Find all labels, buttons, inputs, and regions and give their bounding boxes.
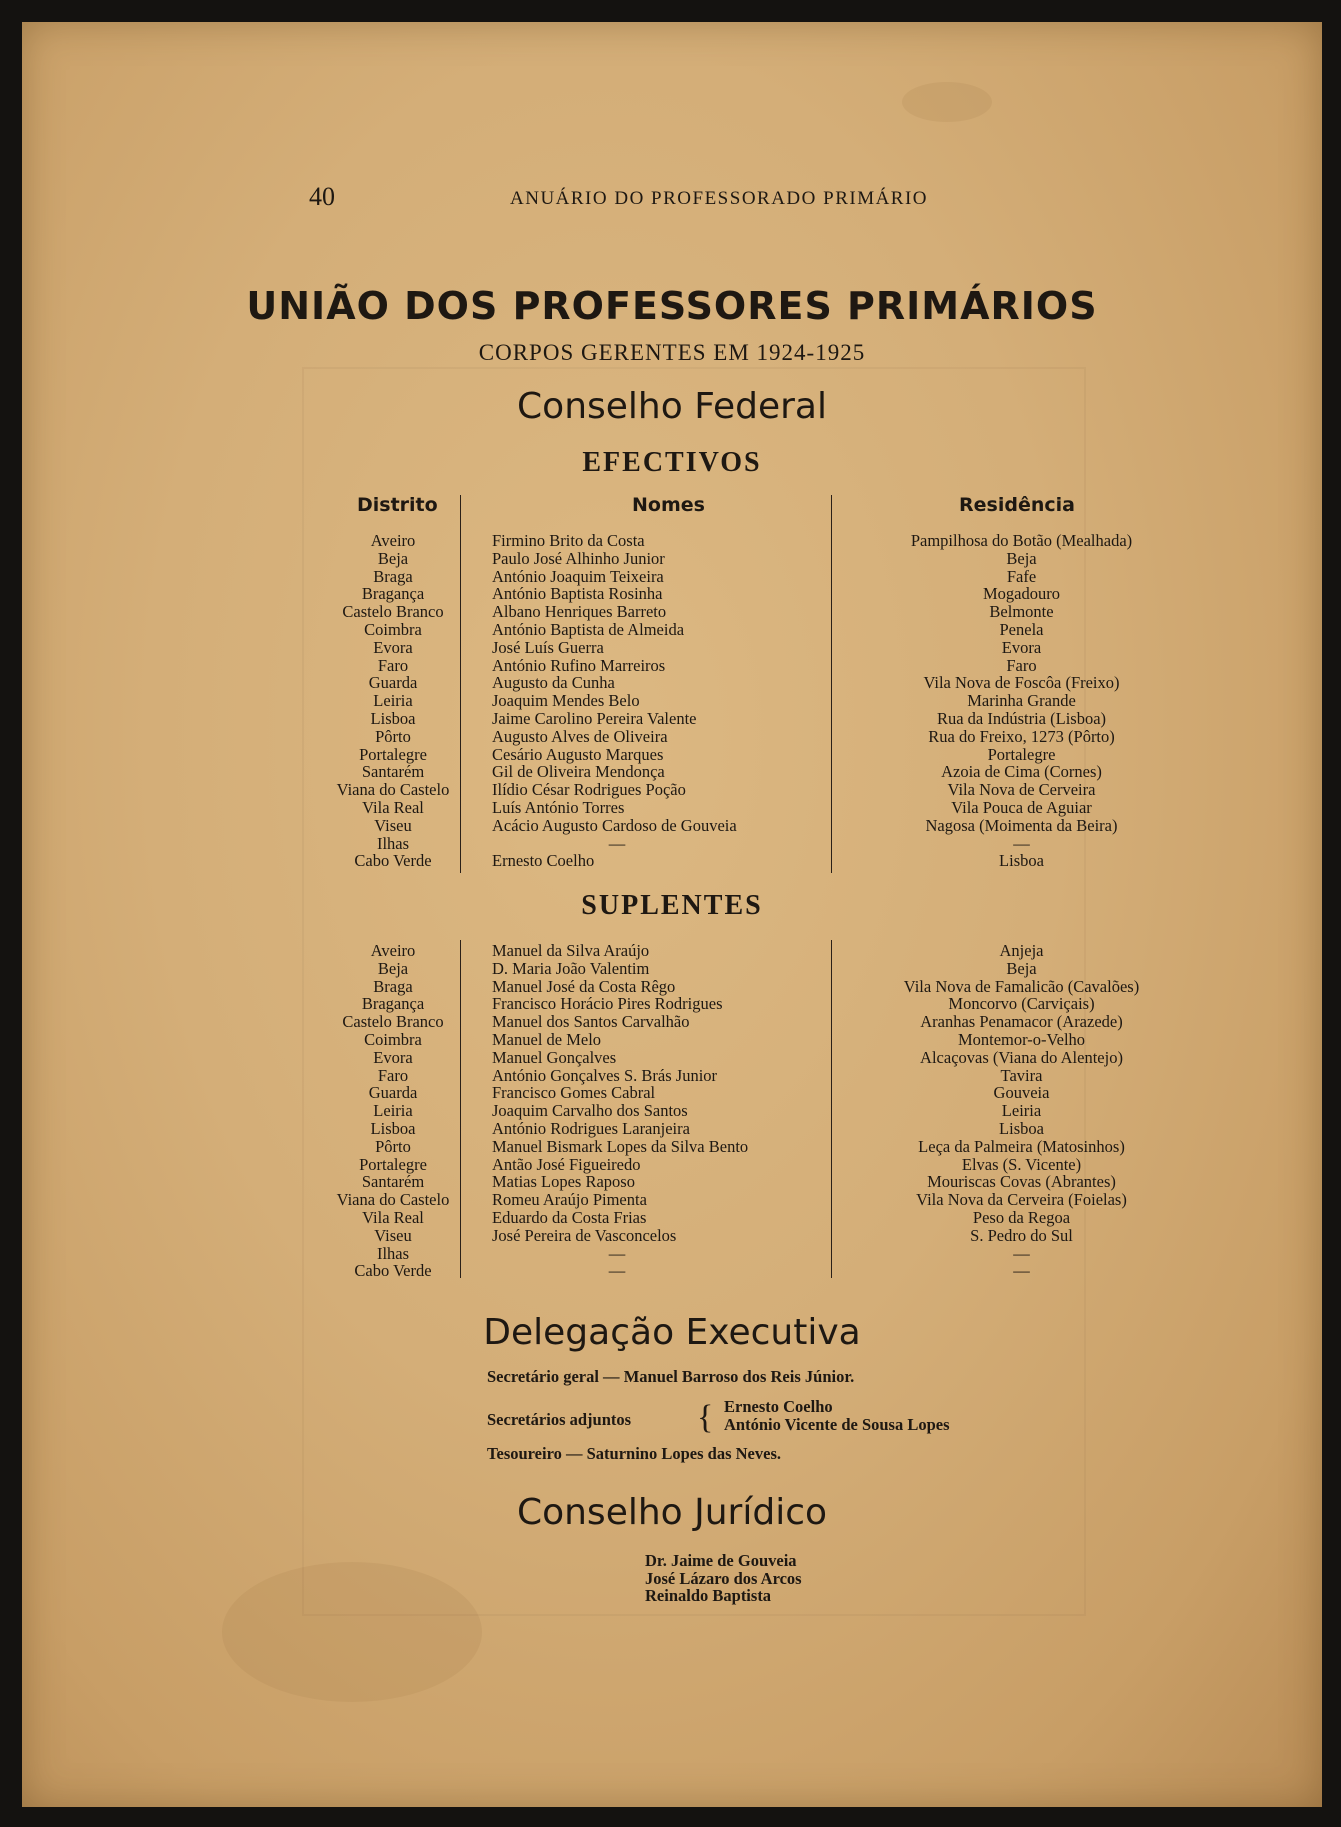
suplentes-residence-column <box>854 942 1189 1280</box>
residence-cell: Tavira <box>1000 1065 1043 1085</box>
member-name-cell: Paulo José Alhinho Junior <box>492 548 665 568</box>
member-name-cell: Manuel dos Santos Carvalhão <box>492 1012 690 1032</box>
treasurer <box>487 1444 781 1464</box>
page-header <box>22 182 1322 212</box>
district-cell: Viana do Castelo <box>336 1190 450 1210</box>
member-name-cell: Francisco Gomes Cabral <box>492 1083 656 1103</box>
district-cell: Portalegre <box>359 744 427 764</box>
member-name-cell: Acácio Augusto Cardoso de Gouveia <box>492 815 737 835</box>
member-name-cell: Gil de Oliveira Mendonça <box>492 762 665 782</box>
member-name-cell: Ernesto Coelho <box>492 851 595 871</box>
residence-cell: Leiria <box>1001 1101 1042 1121</box>
district-cell: Ilhas <box>376 1243 410 1263</box>
member-name-cell: António Rufino Marreiros <box>492 655 666 675</box>
column-header-names: Nomes <box>632 494 705 516</box>
residence-cell: Anjeja <box>999 941 1044 960</box>
suplentes-district-column <box>302 942 484 1280</box>
paper-stain <box>902 82 992 122</box>
district-cell: Castelo Branco <box>342 1012 444 1032</box>
column-header-residence: Residência <box>959 494 1075 516</box>
district-cell: Leiria <box>373 691 413 711</box>
member-name-cell: Romeu Araújo Pimenta <box>492 1190 647 1210</box>
residence-cell: Alcaçovas (Viana do Alentejo) <box>920 1047 1123 1067</box>
district-cell: Evora <box>373 1047 413 1067</box>
legal-member: Dr. Jaime de Gouveia <box>645 1551 797 1570</box>
member-name-cell: José Pereira de Vasconcelos <box>492 1225 677 1245</box>
district-cell: Aveiro <box>370 531 416 550</box>
residence-cell: Nagosa (Moimenta da Beira) <box>925 815 1118 835</box>
efectivos-district-column <box>302 532 484 870</box>
residence-cell: Fafe <box>1006 566 1037 586</box>
district-cell: Evora <box>373 637 413 657</box>
member-name-cell: Jaime Carolino Pereira Valente <box>492 708 697 728</box>
residence-cell: Gouveia <box>993 1083 1050 1103</box>
member-name-cell: Manuel José da Costa Rêgo <box>492 976 676 996</box>
legal-council-title: Conselho Jurídico <box>516 1492 828 1533</box>
district-cell: Braga <box>373 976 413 996</box>
residence-cell: Lisboa <box>999 1118 1044 1138</box>
member-name-cell: — <box>608 833 626 853</box>
district-cell: Ilhas <box>376 833 410 853</box>
district-cell: Pôrto <box>375 1136 411 1156</box>
residence-cell: Marinha Grande <box>967 691 1076 711</box>
district-cell: Leiria <box>373 1101 413 1121</box>
document-page <box>22 22 1322 1807</box>
efectivos-residence-column <box>854 532 1189 870</box>
executive-title: Delegação Executiva <box>483 1312 861 1353</box>
treasurer-label: Tesoureiro — <box>487 1444 583 1463</box>
district-cell: Aveiro <box>370 941 416 960</box>
member-name-cell: D. Maria João Valentim <box>492 958 650 978</box>
subtitle: CORPOS GERENTES EM 1924-1925 <box>478 340 866 365</box>
member-name-cell: Joaquim Carvalho dos Santos <box>492 1101 688 1121</box>
district-cell: Portalegre <box>359 1154 427 1174</box>
residence-cell: Leça da Palmeira (Matosinhos) <box>918 1136 1125 1156</box>
residence-cell: — <box>1013 1243 1030 1263</box>
member-name-cell: António Joaquim Teixeira <box>492 566 664 586</box>
deputy-secretary-name: Ernesto Coelho <box>724 1397 833 1416</box>
residence-cell: Faro <box>1006 655 1037 675</box>
member-name-cell: Cesário Augusto Marques <box>492 744 664 764</box>
residence-cell: Mogadouro <box>983 584 1060 604</box>
residence-cell: Vila Nova de Cerveira <box>947 780 1096 800</box>
member-name-cell: António Baptista de Almeida <box>492 619 685 639</box>
member-name-cell: Ilídio César Rodrigues Poção <box>492 780 686 800</box>
residence-cell: Vila Pouca de Aguiar <box>951 797 1092 817</box>
residence-cell: Belmonte <box>989 602 1054 622</box>
residence-cell: Moncorvo (Carviçais) <box>948 994 1095 1014</box>
residence-cell: Rua do Freixo, 1273 (Pôrto) <box>928 726 1115 746</box>
district-cell: Beja <box>377 958 409 978</box>
member-name-cell: António Gonçalves S. Brás Junior <box>492 1065 718 1085</box>
member-name-cell: Manuel Bismark Lopes da Silva Bento <box>492 1136 749 1156</box>
residence-cell: Peso da Regoa <box>972 1207 1071 1227</box>
district-cell: Braga <box>373 566 413 586</box>
brace-glyph: { <box>697 1399 714 1436</box>
residence-cell: Azoia de Cima (Cornes) <box>941 762 1102 782</box>
member-name-cell: José Luís Guerra <box>492 637 604 657</box>
member-name-cell: Matias Lopes Raposo <box>492 1172 635 1192</box>
member-name-cell: Luís António Torres <box>492 797 625 817</box>
member-name-cell: Joaquim Mendes Belo <box>492 691 640 711</box>
district-cell: Coimbra <box>364 1029 422 1049</box>
member-name-cell: Augusto da Cunha <box>492 673 615 693</box>
residence-cell: Mouriscas Covas (Abrantes) <box>927 1172 1116 1192</box>
secretary-general <box>487 1367 854 1387</box>
member-name-cell: Eduardo da Costa Frias <box>492 1207 647 1227</box>
running-title: ANUÁRIO DO PROFESSORADO PRIMÁRIO <box>510 188 929 209</box>
residence-cell: — <box>1013 1261 1030 1281</box>
member-name-cell: Manuel de Melo <box>492 1029 602 1049</box>
deputy-secretary-name: António Vicente de Sousa Lopes <box>724 1415 950 1434</box>
residence-cell: Portalegre <box>987 744 1056 764</box>
efectivos-heading: EFECTIVOS <box>582 447 762 478</box>
district-cell: Guarda <box>368 1083 418 1103</box>
member-name-cell: António Baptista Rosinha <box>492 584 663 604</box>
residence-cell: Vila Nova de Famalicão (Cavalões) <box>903 976 1140 996</box>
member-name-cell: Firmino Brito da Costa <box>492 531 645 550</box>
residence-cell: Vila Nova de Foscôa (Freixo) <box>923 673 1120 693</box>
district-cell: Viana do Castelo <box>336 780 450 800</box>
treasurer-name: Saturnino Lopes das Neves. <box>586 1444 781 1463</box>
district-cell: Cabo Verde <box>354 1261 432 1281</box>
district-cell: Vila Real <box>362 1207 424 1227</box>
district-cell: Lisboa <box>370 708 416 728</box>
residence-cell: Penela <box>999 619 1044 639</box>
residence-cell: Beja <box>1006 958 1037 978</box>
deputy-secretaries-label: Secretários adjuntos <box>487 1410 632 1429</box>
residence-cell: Aranhas Penamacor (Arazede) <box>920 1012 1123 1032</box>
district-cell: Vila Real <box>362 797 424 817</box>
efectivos-names-column <box>492 532 862 870</box>
page-number: 40 <box>309 182 335 211</box>
member-name-cell: Francisco Horácio Pires Rodrigues <box>492 994 723 1014</box>
district-cell: Beja <box>377 548 409 568</box>
residence-cell: Beja <box>1006 548 1037 568</box>
district-cell: Lisboa <box>370 1118 416 1138</box>
residence-cell: Pampilhosa do Botão (Mealhada) <box>910 531 1133 550</box>
member-name-cell: Manuel da Silva Araújo <box>492 941 650 960</box>
suplentes-names-column <box>492 942 862 1280</box>
legal-council-members <box>645 1552 802 1605</box>
district-cell: Santarém <box>361 762 425 782</box>
member-name-cell: Albano Henriques Barreto <box>492 602 667 622</box>
secretary-general-label: Secretário geral — <box>487 1367 620 1386</box>
council-federal-title: Conselho Federal <box>517 386 827 427</box>
member-name-cell: Antão José Figueiredo <box>492 1154 641 1174</box>
member-name-cell: Manuel Gonçalves <box>492 1047 617 1067</box>
legal-member: Reinaldo Baptista <box>645 1586 772 1605</box>
legal-member: José Lázaro dos Arcos <box>645 1568 802 1588</box>
district-cell: Bragança <box>361 584 425 604</box>
district-cell: Coimbra <box>364 619 422 639</box>
residence-cell: Evora <box>1001 637 1042 657</box>
residence-cell: Montemor-o-Velho <box>957 1029 1086 1049</box>
residence-cell: Lisboa <box>999 851 1044 871</box>
residence-cell: Rua da Indústria (Lisboa) <box>936 708 1107 728</box>
district-cell: Cabo Verde <box>354 851 432 871</box>
residence-cell: Elvas (S. Vicente) <box>961 1154 1082 1174</box>
district-cell: Pôrto <box>375 726 411 746</box>
member-name-cell: — <box>608 1243 626 1263</box>
member-name-cell: — <box>608 1261 626 1281</box>
district-cell: Santarém <box>361 1172 425 1192</box>
main-title: UNIÃO DOS PROFESSORES PRIMÁRIOS <box>246 284 1098 328</box>
residence-cell: Vila Nova da Cerveira (Foielas) <box>916 1190 1127 1210</box>
secretary-general-name: Manuel Barroso dos Reis Júnior. <box>623 1367 855 1386</box>
district-cell: Faro <box>377 1065 409 1085</box>
district-cell: Castelo Branco <box>342 602 444 622</box>
member-name-cell: António Rodrigues Laranjeira <box>492 1118 690 1138</box>
district-cell: Viseu <box>374 815 412 835</box>
district-cell: Faro <box>377 655 409 675</box>
member-name-cell: Augusto Alves de Oliveira <box>492 726 668 746</box>
suplentes-heading: SUPLENTES <box>581 890 763 921</box>
residence-cell: S. Pedro do Sul <box>970 1225 1073 1245</box>
column-header-district: Distrito <box>357 494 438 516</box>
district-cell: Viseu <box>374 1225 412 1245</box>
district-cell: Bragança <box>361 994 425 1014</box>
residence-cell: — <box>1013 833 1030 853</box>
district-cell: Guarda <box>368 673 418 693</box>
